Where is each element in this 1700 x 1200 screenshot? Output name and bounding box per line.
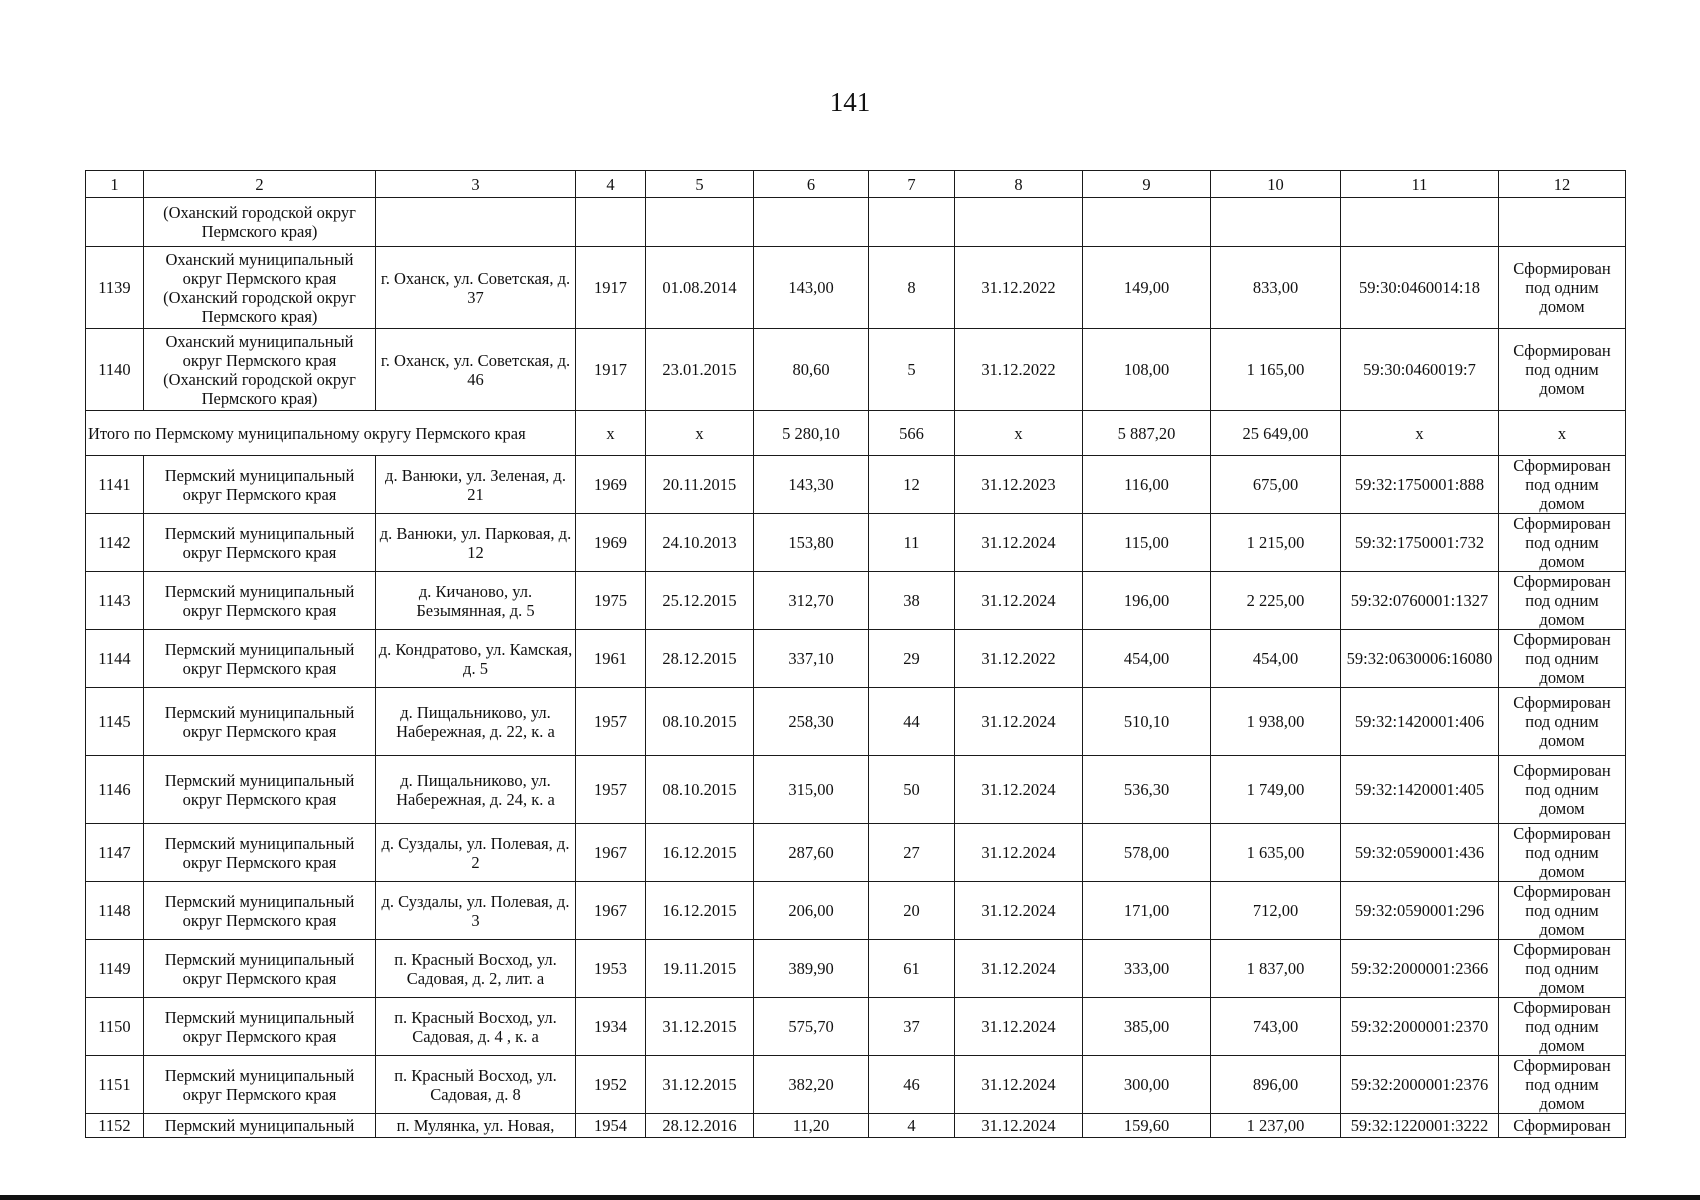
column-header-2: 2	[144, 171, 376, 198]
empty-cell	[955, 198, 1083, 247]
deadline-cell: 31.12.2024	[955, 756, 1083, 824]
count-cell: 11	[869, 514, 955, 572]
area-cell: 11,20	[754, 1114, 869, 1138]
subtotal-c8: x	[955, 411, 1083, 456]
cadastral-number-cell: 59:32:1750001:888	[1341, 456, 1499, 514]
column-header-8: 8	[955, 171, 1083, 198]
address-cell: г. Оханск, ул. Советская, д. 46	[376, 329, 576, 411]
cadastral-number-cell: 59:30:0460019:7	[1341, 329, 1499, 411]
row-number-cell: 1149	[86, 940, 144, 998]
status-cell: Сформирован под одним домом	[1499, 756, 1626, 824]
year-cell: 1954	[576, 1114, 646, 1138]
land-value-cell: 1 635,00	[1211, 824, 1341, 882]
column-number-row	[86, 171, 1626, 198]
cadastral-number-cell: 59:32:0590001:296	[1341, 882, 1499, 940]
district-cell: Пермский муниципальный округ Пермского края	[144, 514, 376, 572]
address-cell: д. Ванюки, ул. Зеленая, д. 21	[376, 456, 576, 514]
address-cell: п. Красный Восход, ул. Садовая, д. 4 , к. а	[376, 998, 576, 1056]
date-cell: 25.12.2015	[646, 572, 754, 630]
land-area-cell: 454,00	[1083, 630, 1211, 688]
address-cell: д. Пищальниково, ул. Набережная, д. 22, к. а	[376, 688, 576, 756]
date-cell: 24.10.2013	[646, 514, 754, 572]
row-number-cell: 1142	[86, 514, 144, 572]
address-cell: п. Красный Восход, ул. Садовая, д. 8	[376, 1056, 576, 1114]
deadline-cell: 31.12.2022	[955, 630, 1083, 688]
deadline-cell: 31.12.2022	[955, 247, 1083, 329]
table-body	[86, 171, 1626, 1138]
area-cell: 312,70	[754, 572, 869, 630]
cadastral-number-cell: 59:32:0630006:16080	[1341, 630, 1499, 688]
deadline-cell: 31.12.2024	[955, 572, 1083, 630]
land-area-cell: 159,60	[1083, 1114, 1211, 1138]
date-cell: 31.12.2015	[646, 998, 754, 1056]
status-cell: Сформирован под одним домом	[1499, 572, 1626, 630]
deadline-cell: 31.12.2024	[955, 824, 1083, 882]
column-header-6: 6	[754, 171, 869, 198]
table-row	[86, 630, 1626, 688]
continuation-row	[86, 198, 1626, 247]
count-cell: 8	[869, 247, 955, 329]
empty-cell	[1083, 198, 1211, 247]
deadline-cell: 31.12.2024	[955, 882, 1083, 940]
column-header-11: 11	[1341, 171, 1499, 198]
land-value-cell: 2 225,00	[1211, 572, 1341, 630]
empty-cell	[646, 198, 754, 247]
continuation-cell-district: (Оханский городской округ Пермского края)	[144, 198, 376, 247]
district-cell: Пермский муниципальный округ Пермского края	[144, 998, 376, 1056]
land-value-cell: 1 215,00	[1211, 514, 1341, 572]
row-number-cell: 1151	[86, 1056, 144, 1114]
land-area-cell: 510,10	[1083, 688, 1211, 756]
year-cell: 1975	[576, 572, 646, 630]
address-cell: д. Суздалы, ул. Полевая, д. 2	[376, 824, 576, 882]
table-row	[86, 688, 1626, 756]
date-cell: 31.12.2015	[646, 1056, 754, 1114]
cadastral-number-cell: 59:30:0460014:18	[1341, 247, 1499, 329]
column-header-3: 3	[376, 171, 576, 198]
district-cell: Пермский муниципальный округ Пермского края	[144, 630, 376, 688]
area-cell: 389,90	[754, 940, 869, 998]
column-header-1: 1	[86, 171, 144, 198]
count-cell: 4	[869, 1114, 955, 1138]
district-cell: Пермский муниципальный округ Пермского края	[144, 824, 376, 882]
year-cell: 1967	[576, 824, 646, 882]
year-cell: 1953	[576, 940, 646, 998]
row-number-cell: 1152	[86, 1114, 144, 1138]
count-cell: 50	[869, 756, 955, 824]
cadastral-number-cell: 59:32:2000001:2376	[1341, 1056, 1499, 1114]
subtotal-c7: 566	[869, 411, 955, 456]
address-cell: д. Пищальниково, ул. Набережная, д. 24, к. а	[376, 756, 576, 824]
status-cell: Сформирован под одним домом	[1499, 1056, 1626, 1114]
cadastral-number-cell: 59:32:2000001:2370	[1341, 998, 1499, 1056]
area-cell: 80,60	[754, 329, 869, 411]
area-cell: 337,10	[754, 630, 869, 688]
count-cell: 12	[869, 456, 955, 514]
status-cell: Сформирован под одним домом	[1499, 824, 1626, 882]
land-area-cell: 333,00	[1083, 940, 1211, 998]
land-area-cell: 578,00	[1083, 824, 1211, 882]
row-number-cell: 1143	[86, 572, 144, 630]
land-area-cell: 108,00	[1083, 329, 1211, 411]
subtotal-c5: x	[646, 411, 754, 456]
deadline-cell: 31.12.2024	[955, 688, 1083, 756]
date-cell: 16.12.2015	[646, 882, 754, 940]
row-number-cell: 1141	[86, 456, 144, 514]
area-cell: 575,70	[754, 998, 869, 1056]
empty-cell	[376, 198, 576, 247]
status-cell: Сформирован под одним домом	[1499, 514, 1626, 572]
count-cell: 20	[869, 882, 955, 940]
column-header-5: 5	[646, 171, 754, 198]
empty-cell	[576, 198, 646, 247]
row-number-cell: 1140	[86, 329, 144, 411]
address-cell: п. Мулянка, ул. Новая,	[376, 1114, 576, 1138]
empty-cell	[754, 198, 869, 247]
row-number-cell: 1150	[86, 998, 144, 1056]
column-header-12: 12	[1499, 171, 1626, 198]
cadastral-number-cell: 59:32:0760001:1327	[1341, 572, 1499, 630]
area-cell: 206,00	[754, 882, 869, 940]
address-cell: д. Кондратово, ул. Камская, д. 5	[376, 630, 576, 688]
district-cell: Пермский муниципальный округ Пермского края	[144, 940, 376, 998]
date-cell: 01.08.2014	[646, 247, 754, 329]
land-value-cell: 1 165,00	[1211, 329, 1341, 411]
status-cell: Сформирован под одним домом	[1499, 940, 1626, 998]
status-cell: Сформирован под одним домом	[1499, 630, 1626, 688]
land-area-cell: 115,00	[1083, 514, 1211, 572]
count-cell: 46	[869, 1056, 955, 1114]
address-cell: п. Красный Восход, ул. Садовая, д. 2, лит. а	[376, 940, 576, 998]
cadastral-number-cell: 59:32:1420001:406	[1341, 688, 1499, 756]
subtotal-c4: x	[576, 411, 646, 456]
cadastral-number-cell: 59:32:1750001:732	[1341, 514, 1499, 572]
table-row	[86, 756, 1626, 824]
district-cell: Оханский муниципальный округ Пермского края (Оханский городской округ Пермского края)	[144, 329, 376, 411]
year-cell: 1952	[576, 1056, 646, 1114]
year-cell: 1957	[576, 756, 646, 824]
land-area-cell: 149,00	[1083, 247, 1211, 329]
area-cell: 153,80	[754, 514, 869, 572]
column-header-4: 4	[576, 171, 646, 198]
row-number-cell: 1139	[86, 247, 144, 329]
district-cell: Пермский муниципальный округ Пермского края	[144, 688, 376, 756]
area-cell: 143,30	[754, 456, 869, 514]
land-value-cell: 1 749,00	[1211, 756, 1341, 824]
land-value-cell: 1 237,00	[1211, 1114, 1341, 1138]
row-number-cell: 1147	[86, 824, 144, 882]
column-header-9: 9	[1083, 171, 1211, 198]
area-cell: 287,60	[754, 824, 869, 882]
district-cell: Пермский муниципальный округ Пермского края	[144, 1056, 376, 1114]
address-cell: д. Ванюки, ул. Парковая, д. 12	[376, 514, 576, 572]
land-value-cell: 675,00	[1211, 456, 1341, 514]
deadline-cell: 31.12.2024	[955, 1114, 1083, 1138]
row-number-cell: 1146	[86, 756, 144, 824]
land-value-cell: 833,00	[1211, 247, 1341, 329]
register-table	[85, 170, 1626, 1138]
deadline-cell: 31.12.2024	[955, 998, 1083, 1056]
table-row	[86, 572, 1626, 630]
table-row	[86, 998, 1626, 1056]
date-cell: 19.11.2015	[646, 940, 754, 998]
address-cell: д. Суздалы, ул. Полевая, д. 3	[376, 882, 576, 940]
count-cell: 5	[869, 329, 955, 411]
year-cell: 1917	[576, 247, 646, 329]
continuation-cell-number	[86, 198, 144, 247]
empty-cell	[1211, 198, 1341, 247]
district-cell: Пермский муниципальный округ Пермского края	[144, 756, 376, 824]
subtotal-row	[86, 411, 1626, 456]
address-cell: г. Оханск, ул. Советская, д. 37	[376, 247, 576, 329]
subtotal-c11: x	[1341, 411, 1499, 456]
column-header-7: 7	[869, 171, 955, 198]
count-cell: 37	[869, 998, 955, 1056]
table-row	[86, 1114, 1626, 1138]
deadline-cell: 31.12.2024	[955, 1056, 1083, 1114]
year-cell: 1917	[576, 329, 646, 411]
table-row	[86, 1056, 1626, 1114]
table-row	[86, 824, 1626, 882]
table-row	[86, 247, 1626, 329]
date-cell: 28.12.2016	[646, 1114, 754, 1138]
status-cell: Сформирован под одним домом	[1499, 998, 1626, 1056]
year-cell: 1969	[576, 456, 646, 514]
year-cell: 1961	[576, 630, 646, 688]
cadastral-number-cell: 59:32:1420001:405	[1341, 756, 1499, 824]
area-cell: 382,20	[754, 1056, 869, 1114]
district-cell: Пермский муниципальный округ Пермского края	[144, 456, 376, 514]
deadline-cell: 31.12.2024	[955, 940, 1083, 998]
count-cell: 61	[869, 940, 955, 998]
district-cell: Пермский муниципальный округ Пермского края	[144, 882, 376, 940]
date-cell: 08.10.2015	[646, 756, 754, 824]
cadastral-number-cell: 59:32:1220001:3222	[1341, 1114, 1499, 1138]
area-cell: 258,30	[754, 688, 869, 756]
cadastral-number-cell: 59:32:0590001:436	[1341, 824, 1499, 882]
year-cell: 1967	[576, 882, 646, 940]
land-area-cell: 196,00	[1083, 572, 1211, 630]
table-row	[86, 456, 1626, 514]
deadline-cell: 31.12.2024	[955, 514, 1083, 572]
row-number-cell: 1145	[86, 688, 144, 756]
date-cell: 16.12.2015	[646, 824, 754, 882]
status-cell: Сформирован под одним домом	[1499, 688, 1626, 756]
status-cell: Сформирован под одним домом	[1499, 247, 1626, 329]
land-area-cell: 300,00	[1083, 1056, 1211, 1114]
district-cell: Пермский муниципальный	[144, 1114, 376, 1138]
date-cell: 20.11.2015	[646, 456, 754, 514]
count-cell: 44	[869, 688, 955, 756]
deadline-cell: 31.12.2022	[955, 329, 1083, 411]
land-area-cell: 116,00	[1083, 456, 1211, 514]
land-value-cell: 1 938,00	[1211, 688, 1341, 756]
district-cell: Оханский муниципальный округ Пермского края (Оханский городской округ Пермского края)	[144, 247, 376, 329]
subtotal-c12: x	[1499, 411, 1626, 456]
subtotal-label: Итого по Пермскому муниципальному округу Пермского края	[86, 411, 576, 456]
cadastral-number-cell: 59:32:2000001:2366	[1341, 940, 1499, 998]
year-cell: 1934	[576, 998, 646, 1056]
status-cell: Сформирован под одним домом	[1499, 882, 1626, 940]
year-cell: 1957	[576, 688, 646, 756]
land-value-cell: 1 837,00	[1211, 940, 1341, 998]
empty-cell	[869, 198, 955, 247]
deadline-cell: 31.12.2023	[955, 456, 1083, 514]
land-value-cell: 896,00	[1211, 1056, 1341, 1114]
empty-cell	[1341, 198, 1499, 247]
area-cell: 315,00	[754, 756, 869, 824]
subtotal-c6: 5 280,10	[754, 411, 869, 456]
address-cell: д. Кичаново, ул. Безымянная, д. 5	[376, 572, 576, 630]
subtotal-c10: 25 649,00	[1211, 411, 1341, 456]
count-cell: 38	[869, 572, 955, 630]
land-value-cell: 743,00	[1211, 998, 1341, 1056]
page-number: 141	[829, 87, 871, 117]
year-cell: 1969	[576, 514, 646, 572]
district-cell: Пермский муниципальный округ Пермского края	[144, 572, 376, 630]
status-cell: Сформирован под одним домом	[1499, 329, 1626, 411]
status-cell: Сформирован под одним домом	[1499, 456, 1626, 514]
date-cell: 28.12.2015	[646, 630, 754, 688]
area-cell: 143,00	[754, 247, 869, 329]
land-area-cell: 536,30	[1083, 756, 1211, 824]
table-row	[86, 329, 1626, 411]
register-table-container	[85, 170, 1626, 1138]
land-value-cell: 454,00	[1211, 630, 1341, 688]
subtotal-c9: 5 887,20	[1083, 411, 1211, 456]
row-number-cell: 1148	[86, 882, 144, 940]
land-area-cell: 171,00	[1083, 882, 1211, 940]
count-cell: 27	[869, 824, 955, 882]
column-header-10: 10	[1211, 171, 1341, 198]
date-cell: 08.10.2015	[646, 688, 754, 756]
scan-bottom-edge	[0, 1195, 1700, 1200]
table-row	[86, 882, 1626, 940]
land-area-cell: 385,00	[1083, 998, 1211, 1056]
count-cell: 29	[869, 630, 955, 688]
empty-cell	[1499, 198, 1626, 247]
table-row	[86, 514, 1626, 572]
date-cell: 23.01.2015	[646, 329, 754, 411]
status-cell: Сформирован	[1499, 1114, 1626, 1138]
row-number-cell: 1144	[86, 630, 144, 688]
table-row	[86, 940, 1626, 998]
land-value-cell: 712,00	[1211, 882, 1341, 940]
